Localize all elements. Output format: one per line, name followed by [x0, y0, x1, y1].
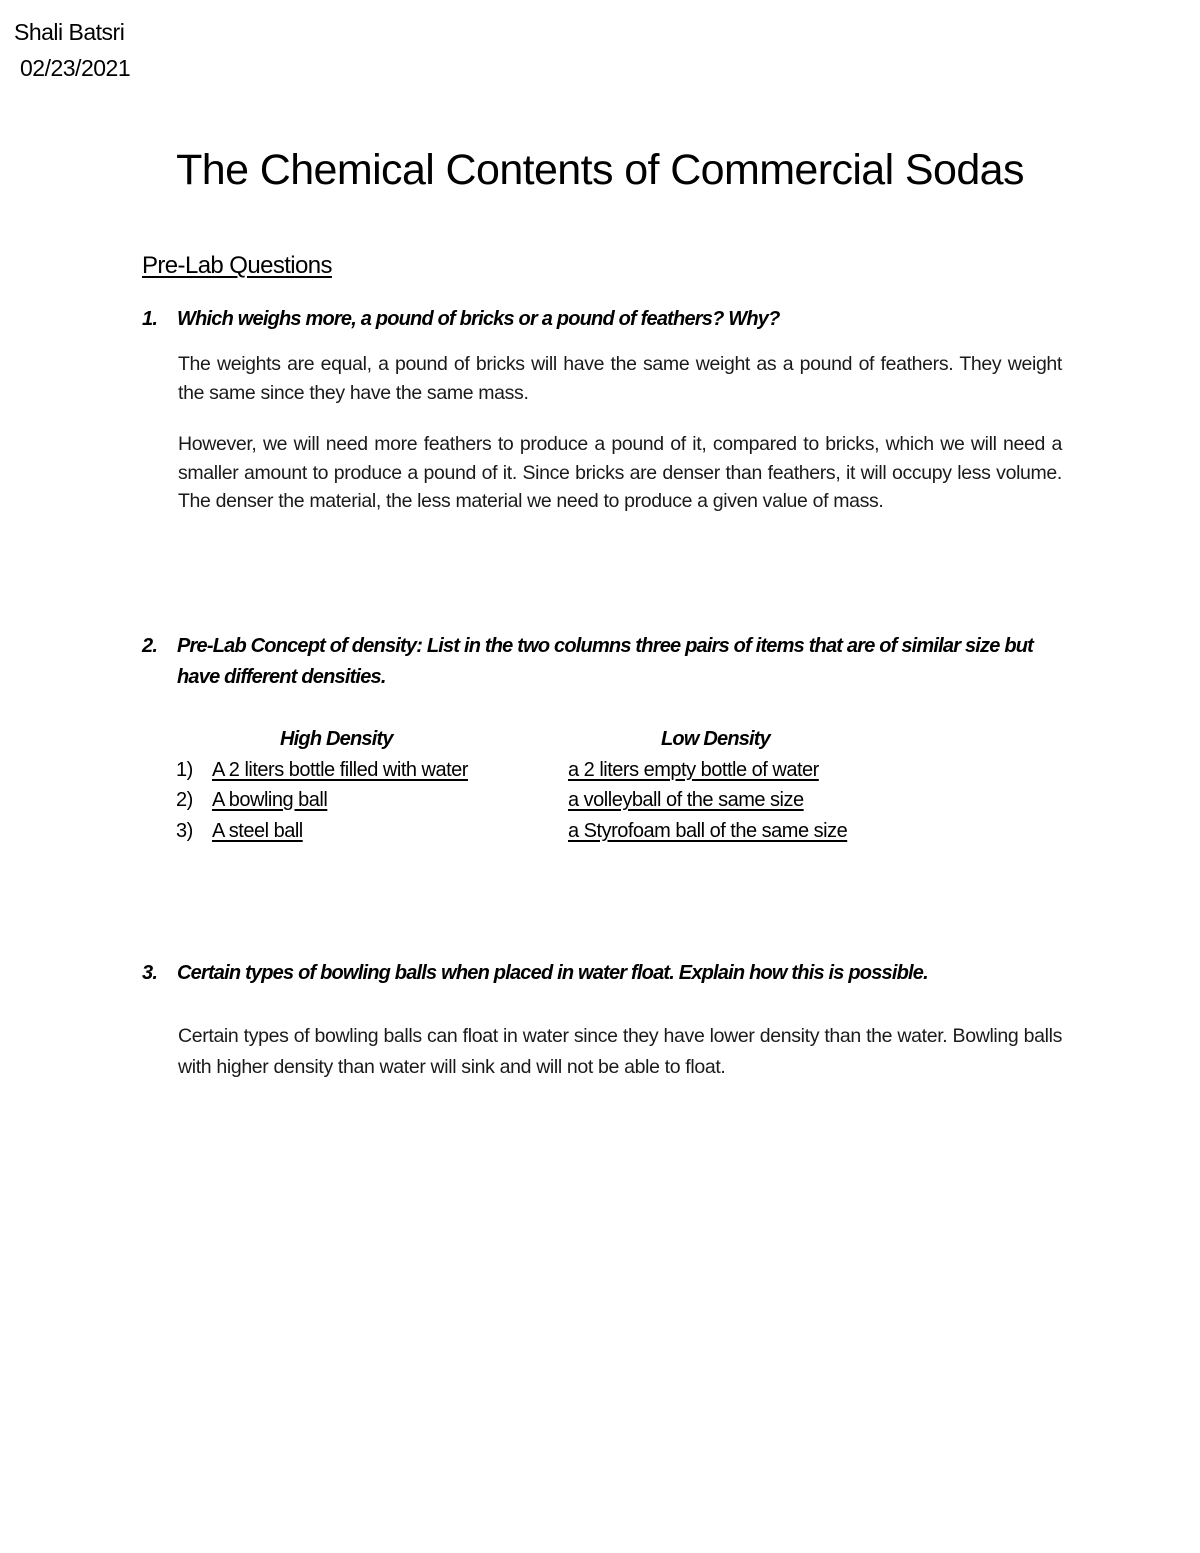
high-density-item: A 2 liters bottle filled with water — [212, 759, 468, 781]
low-density-item: a 2 liters empty bottle of water — [568, 759, 819, 781]
high-density-item: A bowling ball — [212, 789, 328, 811]
column-header-high-density: High Density — [280, 728, 393, 750]
question-2 — [142, 631, 1064, 693]
section-heading: Pre-Lab Questions — [142, 252, 332, 279]
row-number: 2) — [176, 789, 193, 811]
low-density-item: a Styrofoam ball of the same size — [568, 820, 848, 842]
column-header-low-density: Low Density — [661, 728, 770, 750]
answer-paragraph: However, we will need more feathers to produce a pound of it, compared to bricks, which we will need a smaller amount to produce a pound of it. Since bricks are denser than feathers, it will occupy less volume. The denser the material, the less material we need to produce a given value of mass. — [178, 433, 1062, 512]
answer-paragraph: The weights are equal, a pound of bricks will have the same weight as a pound of feathers. They weight the same since they have the same mass. — [178, 353, 1062, 404]
question-number: 3. — [142, 962, 158, 984]
question-3 — [142, 958, 1064, 989]
high-density-item: A steel ball — [212, 820, 303, 842]
author-header — [14, 14, 130, 86]
document-title: The Chemical Contents of Commercial Sodas — [176, 146, 1024, 194]
question-number: 2. — [142, 635, 158, 657]
question-number: 1. — [142, 308, 158, 330]
answer-paragraph: Certain types of bowling balls can float in water since they have lower density than the water. Bowling balls with higher density than water will sink and will not be able to float. — [178, 1025, 1062, 1078]
low-density-item: a volleyball of the same size — [568, 789, 804, 811]
question-1 — [142, 304, 1064, 335]
question-text: Pre-Lab Concept of density: List in the two columns three pairs of items that are of similar size but have different densities. — [177, 635, 1034, 688]
question-text: Which weighs more, a pound of bricks or a pound of feathers? Why? — [177, 308, 780, 330]
row-number: 3) — [176, 820, 193, 842]
row-number: 1) — [176, 759, 193, 781]
author-name: Shali Batsri — [14, 19, 125, 45]
question-text: Certain types of bowling balls when placed in water float. Explain how this is possible. — [177, 962, 928, 984]
document-date: 02/23/2021 — [20, 55, 131, 81]
